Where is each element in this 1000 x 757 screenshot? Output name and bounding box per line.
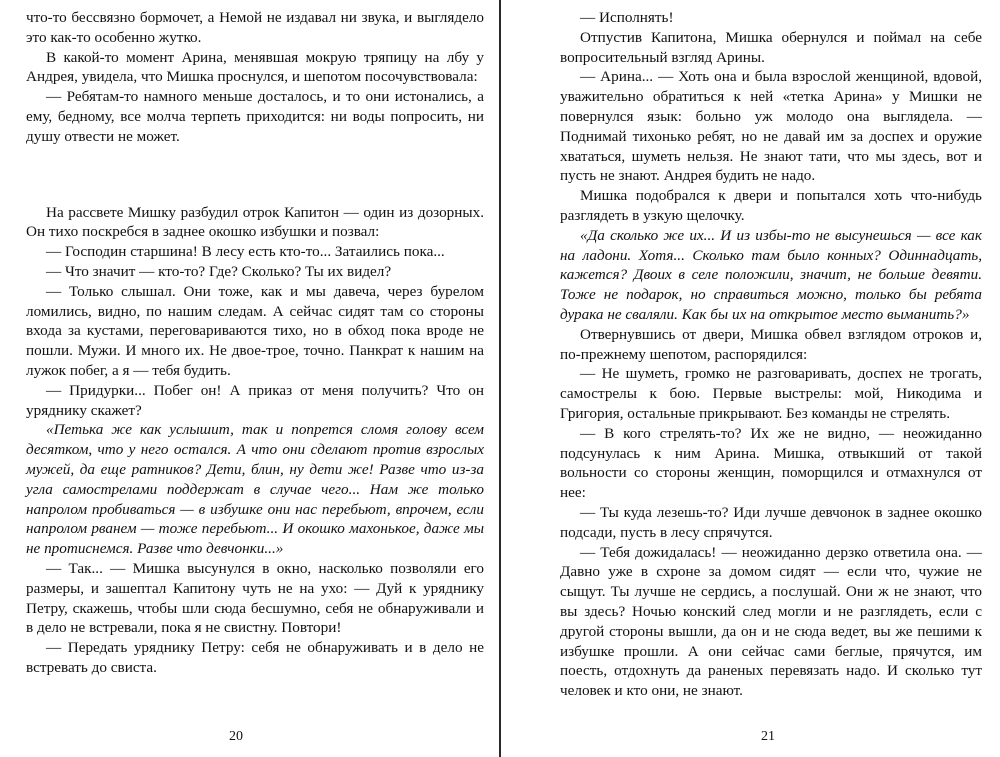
left-page-bottom-section <box>26 203 484 678</box>
paragraph: — Исполнять! <box>580 9 674 26</box>
paragraph: — Так... — Мишка высунулся в окно, насколько позволяли его размеры, и зашептал Капитону чуть не на ухо: — Дуй к уряднику Петру, скажешь, чтобы шли сюда бесшумно, себя не обнаруживали и в дело не встревали, пока я не свистну. Повтори! <box>26 559 484 637</box>
right-page <box>503 0 1000 757</box>
inner-thought-paragraph: «Петька же как услышит, так и попрется сломя голову всем десятком, что у него остался. А что они сделают против взрослых мужей, да еще ратников? Дети, блин, ну дети же! Разве что из-за угла самострелами поддержат в случае чего... Нам же только напролом пробиваться — в избушке они нас перебьют, впрочем, если напролом рванем — тоже перебьют... И окошко махонькое, даже мы не протиснемся. Разве что девчонки...» <box>26 421 484 558</box>
page-number: 21 <box>761 729 775 744</box>
paragraph: — Только слышал. Они тоже, как и мы давеча, через бурелом ломились, видно, по нашим следам. А сейчас сидят там со стороны входа за кустами, переговариваются тихо, но в обход пока вроде не пошли. Мужи. И много их. Не двое-трое, точно. Панкрат к нашим на лужок побег, а я — тебя будить. <box>26 282 484 379</box>
paragraph: На рассвете Мишку разбудил отрок Капитон — один из дозорных. Он тихо поскребся в заднее окошко избушки и позвал: <box>26 203 484 241</box>
paragraph: Отпустив Капитона, Мишка обернулся и поймал на себе вопросительный взгляд Арины. <box>560 28 982 66</box>
paragraph: что-то бессвязно бормочет, а Немой не издавал ни звука, и выглядело это как-то особенно жутко. <box>26 9 484 46</box>
page-number: 20 <box>229 729 243 744</box>
paragraph: — В кого стрелять-то? Их же не видно, — неожиданно подсунулась к ним Арина. Мишка, отвыкший от такой вольности со стороны женщин, поморщился и отмахнулся от нее: <box>560 424 982 502</box>
paragraph: — Господин старшина! В лесу есть кто-то... Затаились пока... <box>46 243 445 261</box>
paragraph: — Придурки... Побег он! А приказ от меня получить? Что он уряднику скажет? <box>26 381 484 419</box>
paragraph: — Передать уряднику Петру: себя не обнаруживать и в дело не встревать до свиста. <box>26 639 484 676</box>
paragraph: — Что значит — кто-то? Где? Сколько? Ты их видел? <box>46 262 392 280</box>
book-spine-divider <box>499 0 501 757</box>
section-break <box>26 147 484 203</box>
paragraph: Мишка подобрался к двери и попытался хоть что-нибудь разглядеть в узкую щелочку. <box>560 187 982 224</box>
paragraph: Отвернувшись от двери, Мишка обвел взглядом отроков и, по-прежнему шепотом, распорядился: <box>560 325 982 363</box>
paragraph: — Тебя дожидалась! — неожиданно дерзко ответила она. — Давно уже в схроне за домом сидят — если что, чужие не сыщут. Ты лучше не сердись, а послушай. Они ж не знают, что вы здесь? Ночью конский след могли и не разглядеть, если с другой стороны вышли, да он и не сюда ведет, вы же пешими к избушке прошли. А они сейчас сами беглые, прячутся, им поесть, отдохнуть да раненых перевязать надо. И сколько тут человек и кто они, не знают. <box>560 543 982 700</box>
paragraph: — Арина... — Хоть она и была взрослой женщиной, вдовой, уважительно обратиться к ней «тетка Арина» у Мишки не повернулся язык: больно уж молодо она выглядела. — Поднимай тихонько ребят, но не давай им за доспех и оружие хвататься, шуметь нельзя. Не знают тати, что мы здесь, вот и пусть не знают. Андрея будить не надо. <box>560 68 982 185</box>
paragraph: — Не шуметь, громко не разговаривать, доспех не трогать, самострелы к бою. Первые выстрелы: мой, Никодима и Григория, остальные прикрывают. Без команды не стрелять. <box>560 365 982 422</box>
paragraph: — Ты куда лезешь-то? Иди лучше девчонок в заднее окошко подсади, пусть в лесу спрячутся. <box>560 503 982 541</box>
left-page-top-section <box>26 8 484 147</box>
paragraph: В какой-то момент Арина, менявшая мокрую тряпицу на лбу у Андрея, увидела, что Мишка проснулся, и шепотом посочувствовала: <box>26 48 484 86</box>
paragraph: — Ребятам-то намного меньше досталось, и то они истонались, а ему, бедному, все молча терпеть приходится: ни воды попросить, ни душу отвести не может. <box>26 88 484 145</box>
inner-thought-paragraph: «Да сколько же их... И из избы-то не высунешься — все как на ладони. Хотя... Сколько там было конных? Одиннадцать, кажется? Двоих в селе положили, значит, не больше девяти. Тоже не подарок, но справиться можно, только бы ребята дурака не сваляли. Как бы их на открытое место выманить?» <box>560 226 982 323</box>
